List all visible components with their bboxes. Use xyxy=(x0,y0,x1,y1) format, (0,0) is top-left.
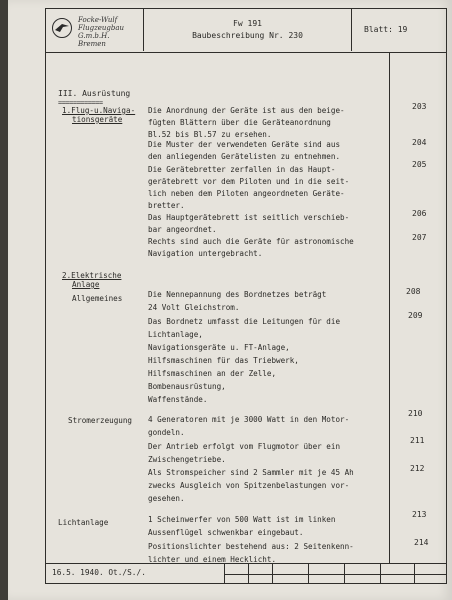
company-line: G.m.b.H. xyxy=(78,32,110,40)
page-frame xyxy=(45,8,447,584)
text-line: 1 Scheinwerfer von 500 Watt ist im linken xyxy=(148,515,336,524)
text-line: Aussenflügel schwenkbar eingebaut. xyxy=(148,528,304,537)
margin-rule xyxy=(389,53,390,563)
text-line: 24 Volt Gleichstrom. xyxy=(148,303,240,312)
paragraph-number: 205 xyxy=(412,160,427,169)
document-page xyxy=(8,0,452,600)
footer-date: 16.5. 1940. Ot./S./. xyxy=(52,568,146,577)
subsection-label: 2.Elektrische xyxy=(62,271,122,280)
text-line: Navigationsgeräte u. FT-Anlage, xyxy=(148,343,290,352)
paragraph-number: 211 xyxy=(410,436,425,445)
text-line: gesehen. xyxy=(148,494,185,503)
paragraph-number: 204 xyxy=(412,138,427,147)
text-line: Rechts sind auch die Geräte für astronomische xyxy=(148,237,354,246)
section-title: III. Ausrüstung xyxy=(58,89,131,98)
text-line: zwecks Ausgleich von Spitzenbelastungen vor- xyxy=(148,481,350,490)
document-body xyxy=(46,53,446,564)
text-line: Als Stromspeicher sind 2 Sammler mit je 45 Ah xyxy=(148,468,354,477)
group-label: Allgemeines xyxy=(72,294,123,303)
text-line: Bl.52 bis Bl.57 zu ersehen. xyxy=(148,130,272,139)
aircraft-type: Fw 191 xyxy=(233,19,262,28)
paragraph-number: 208 xyxy=(406,287,421,296)
paragraph-number: 209 xyxy=(408,311,423,320)
document-title-block xyxy=(144,9,352,51)
text-line: bar angeordnet. xyxy=(148,225,217,234)
company-block xyxy=(46,9,144,51)
text-line: Waffenstände. xyxy=(148,395,208,404)
paragraph-number: 214 xyxy=(414,538,429,547)
focke-wulf-logo xyxy=(52,18,72,38)
text-line: 4 Generatoren mit je 3000 Watt in den Motor- xyxy=(148,415,350,424)
section-underline: ============ xyxy=(58,99,103,107)
text-line: Hilfsmaschinen an der Zelle, xyxy=(148,369,277,378)
text-line: Bombenausrüstung, xyxy=(148,382,226,391)
text-line: fügten Blättern über die Geräteanordnung xyxy=(148,118,331,127)
text-line: lichter und einem Hecklicht. xyxy=(148,555,277,564)
subsection-label: Anlage xyxy=(72,280,100,289)
paragraph-number: 207 xyxy=(412,233,427,242)
paragraph-number: 203 xyxy=(412,102,427,111)
text-line: Zwischengetriebe. xyxy=(148,455,226,464)
paragraph-number: 213 xyxy=(412,510,427,519)
footer-row-divider xyxy=(224,574,446,575)
paragraph-number: 212 xyxy=(410,464,425,473)
text-line: den anliegenden Gerätelisten zu entnehmen. xyxy=(148,152,341,161)
paragraph-number: 206 xyxy=(412,209,427,218)
paragraph-number: 210 xyxy=(408,409,423,418)
company-name xyxy=(78,16,142,48)
text-line: lich neben dem Piloten angeordneten Geräte- xyxy=(148,189,345,198)
text-line: Hilfsmaschinen für das Triebwerk, xyxy=(148,356,299,365)
company-line: Flugzeugbau xyxy=(78,24,125,32)
text-line: Die Nennepannung des Bordnetzes beträgt xyxy=(148,290,327,299)
text-line: Lichtanlage, xyxy=(148,330,203,339)
group-label: Stromerzeugung xyxy=(68,416,133,425)
description-number: Baubeschreibung Nr. 230 xyxy=(192,31,303,40)
footer-block xyxy=(46,563,446,584)
subsection-label: 1.Flug-u.Naviga- xyxy=(62,106,136,115)
subsection-label: tionsgeräte xyxy=(72,115,123,124)
title-block xyxy=(46,9,446,53)
company-line: Bremen xyxy=(78,40,106,48)
text-line: Die Muster der verwendeten Geräte sind aus xyxy=(148,140,341,149)
text-line: Der Antrieb erfolgt vom Flugmotor über ein xyxy=(148,442,341,451)
text-line: bretter. xyxy=(148,201,185,210)
text-line: gerätebrett vor dem Piloten und in die seit- xyxy=(148,177,350,186)
text-line: gondeln. xyxy=(148,428,185,437)
text-line: Die Anordnung der Geräte ist aus den beige- xyxy=(148,106,345,115)
group-label: Lichtanlage xyxy=(58,518,109,527)
text-line: Das Hauptgerätebrett ist seitlich verschieb- xyxy=(148,213,350,222)
text-line: Das Bordnetz umfasst die Leitungen für die xyxy=(148,317,341,326)
text-line: Navigation untergebracht. xyxy=(148,249,263,258)
company-line: Focke-Wulf xyxy=(78,16,118,24)
sheet-number: Blatt: 19 xyxy=(364,25,408,34)
text-line: Positionslichter bestehend aus: 2 Seitenkenn- xyxy=(148,542,354,551)
text-line: Die Gerätebretter zerfallen in das Haupt- xyxy=(148,165,336,174)
